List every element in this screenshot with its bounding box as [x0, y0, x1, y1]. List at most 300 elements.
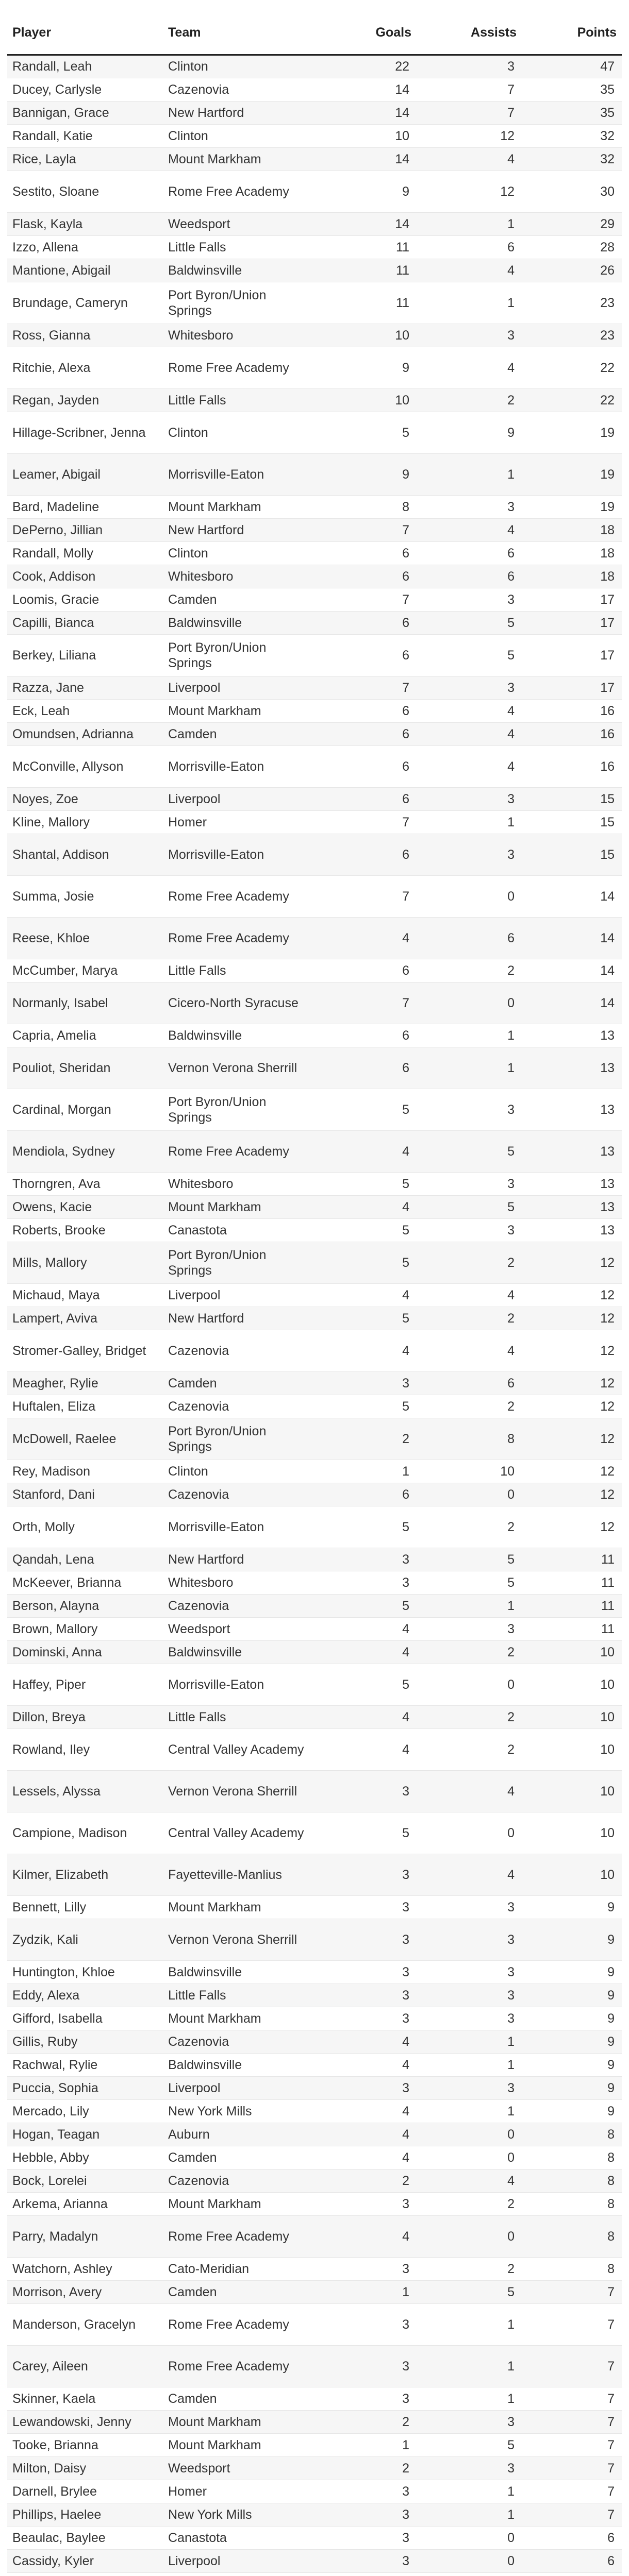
player-cell: Huntington, Khloe [7, 1960, 163, 1984]
team-cell: Central Valley Academy [163, 1728, 309, 1770]
points-cell: 32 [522, 147, 622, 171]
assists-cell: 12 [417, 124, 522, 147]
assists-cell: 9 [417, 412, 522, 453]
assists-cell: 2 [417, 1395, 522, 1418]
table-row [7, 1506, 622, 1548]
assists-cell: 3 [417, 2076, 522, 2099]
player-cell: Berkey, Liliana [7, 634, 163, 676]
player-cell: Reese, Khloe [7, 917, 163, 959]
player-cell: Capria, Amelia [7, 1024, 163, 1047]
points-cell: 8 [522, 2146, 622, 2169]
table-row [7, 2280, 622, 2303]
goals-cell: 6 [309, 722, 417, 745]
table-row [7, 2192, 622, 2215]
table-row [7, 147, 622, 171]
points-cell: 9 [522, 2053, 622, 2076]
points-cell: 30 [522, 171, 622, 212]
assists-cell: 0 [417, 2549, 522, 2572]
table-row [7, 2053, 622, 2076]
points-cell: 7 [522, 2410, 622, 2433]
points-cell: 15 [522, 834, 622, 875]
points-cell: 19 [522, 412, 622, 453]
table-row [7, 1307, 622, 1330]
table-row [7, 1218, 622, 1242]
goals-cell: 3 [309, 1919, 417, 1960]
goals-cell [309, 2572, 417, 2576]
player-cell: Omundsen, Adrianna [7, 722, 163, 745]
table-row [7, 1483, 622, 1506]
table-row [7, 959, 622, 982]
table-row [7, 2572, 622, 2576]
assists-cell: 4 [417, 722, 522, 745]
table-row [7, 982, 622, 1024]
player-cell: Rowland, Iley [7, 1728, 163, 1770]
points-cell: 7 [522, 2433, 622, 2456]
assists-cell: 3 [417, 1895, 522, 1919]
table-row [7, 1371, 622, 1395]
team-cell: Little Falls [163, 235, 309, 259]
points-cell: 7 [522, 2456, 622, 2480]
table-row [7, 2345, 622, 2387]
table-row [7, 1705, 622, 1728]
team-cell: Clinton [163, 124, 309, 147]
team-cell: Camden [163, 2387, 309, 2410]
player-cell: McKeever, Brianna [7, 1571, 163, 1594]
team-cell: Rome Free Academy [163, 917, 309, 959]
assists-cell: 4 [417, 1283, 522, 1307]
team-cell: Rome Free Academy [163, 875, 309, 917]
points-cell: 12 [522, 1283, 622, 1307]
points-cell: 17 [522, 634, 622, 676]
table-row [7, 1854, 622, 1895]
player-cell: Cook, Addison [7, 565, 163, 588]
team-cell: Baldwinsville [163, 259, 309, 282]
points-cell: 12 [522, 1460, 622, 1483]
player-cell: Randall, Leah [7, 55, 163, 78]
goals-cell: 6 [309, 1047, 417, 1089]
table-row [7, 834, 622, 875]
table-row [7, 2387, 622, 2410]
team-cell: New Hartford [163, 1307, 309, 1330]
assists-cell: 4 [417, 2169, 522, 2192]
points-cell: 23 [522, 282, 622, 324]
player-cell: Meagher, Rylie [7, 1371, 163, 1395]
player-cell: McDowell, Raelee [7, 1418, 163, 1460]
points-cell: 8 [522, 2192, 622, 2215]
assists-cell: 2 [417, 2192, 522, 2215]
points-cell: 19 [522, 495, 622, 518]
player-cell: Randall, Katie [7, 124, 163, 147]
assists-cell: 10 [417, 1460, 522, 1483]
player-cell: Ducey, Carlysle [7, 78, 163, 101]
points-cell: 35 [522, 101, 622, 124]
team-cell: Liverpool [163, 2076, 309, 2099]
table-row [7, 171, 622, 212]
player-cell: Regan, Jayden [7, 388, 163, 412]
points-cell: 16 [522, 745, 622, 787]
goals-cell: 3 [309, 2503, 417, 2526]
player-cell [7, 2572, 163, 2576]
table-row [7, 1984, 622, 2007]
team-cell: Whitesboro [163, 324, 309, 347]
points-cell: 9 [522, 1984, 622, 2007]
column-header-assists[interactable]: Assists [417, 11, 522, 55]
table-row [7, 1664, 622, 1705]
team-cell: Whitesboro [163, 1571, 309, 1594]
team-cell: Baldwinsville [163, 2053, 309, 2076]
points-cell: 17 [522, 588, 622, 611]
points-cell: 13 [522, 1218, 622, 1242]
table-row [7, 1548, 622, 1571]
points-cell: 29 [522, 212, 622, 235]
table-row [7, 453, 622, 495]
team-cell: Mount Markham [163, 1895, 309, 1919]
points-cell: 47 [522, 55, 622, 78]
team-cell: Camden [163, 2280, 309, 2303]
player-cell: Roberts, Brooke [7, 1218, 163, 1242]
table-row [7, 124, 622, 147]
player-cell: Ritchie, Alexa [7, 347, 163, 388]
points-cell [522, 2572, 622, 2576]
player-cell: Mercado, Lily [7, 2099, 163, 2123]
assists-cell: 4 [417, 699, 522, 722]
goals-cell: 7 [309, 982, 417, 1024]
points-cell: 12 [522, 1371, 622, 1395]
goals-cell: 6 [309, 634, 417, 676]
table-row [7, 347, 622, 388]
goals-cell: 3 [309, 2345, 417, 2387]
player-cell: Phillips, Haelee [7, 2503, 163, 2526]
player-cell: Shantal, Addison [7, 834, 163, 875]
table-row [7, 55, 622, 78]
player-cell: Hebble, Abby [7, 2146, 163, 2169]
team-cell: Weedsport [163, 2456, 309, 2480]
points-cell: 12 [522, 1307, 622, 1330]
team-cell: Liverpool [163, 676, 309, 699]
assists-cell: 1 [417, 2503, 522, 2526]
player-cell: Dillon, Breya [7, 1705, 163, 1728]
assists-cell: 3 [417, 834, 522, 875]
table-row [7, 810, 622, 834]
goals-cell: 3 [309, 1371, 417, 1395]
points-cell: 11 [522, 1571, 622, 1594]
team-cell: Rome Free Academy [163, 171, 309, 212]
player-cell: Qandah, Lena [7, 1548, 163, 1571]
team-cell: Weedsport [163, 1617, 309, 1640]
goals-cell: 8 [309, 495, 417, 518]
team-cell: New Hartford [163, 1548, 309, 1571]
table-row [7, 1728, 622, 1770]
player-cell: Stanford, Dani [7, 1483, 163, 1506]
goals-cell: 7 [309, 588, 417, 611]
goals-cell: 2 [309, 1418, 417, 1460]
goals-cell: 7 [309, 810, 417, 834]
goals-cell: 3 [309, 2007, 417, 2030]
goals-cell: 6 [309, 541, 417, 565]
assists-cell: 1 [417, 2480, 522, 2503]
player-cell: Sestito, Sloane [7, 171, 163, 212]
team-cell: Whitesboro [163, 1172, 309, 1195]
player-cell: Lewandowski, Jenny [7, 2410, 163, 2433]
points-cell: 11 [522, 1617, 622, 1640]
goals-cell: 5 [309, 1172, 417, 1195]
table-row [7, 1919, 622, 1960]
table-row [7, 1770, 622, 1812]
table-row [7, 2169, 622, 2192]
goals-cell: 2 [309, 2410, 417, 2433]
points-cell: 7 [522, 2503, 622, 2526]
player-cell: Puccia, Sophia [7, 2076, 163, 2099]
assists-cell: 5 [417, 611, 522, 634]
points-cell: 10 [522, 1728, 622, 1770]
team-cell: Canastota [163, 1218, 309, 1242]
table-row [7, 1089, 622, 1130]
team-cell: Vernon Verona Sherrill [163, 1047, 309, 1089]
assists-cell: 5 [417, 1130, 522, 1172]
assists-cell: 1 [417, 1024, 522, 1047]
points-cell: 10 [522, 1640, 622, 1664]
goals-cell: 6 [309, 565, 417, 588]
goals-cell: 4 [309, 917, 417, 959]
assists-cell: 3 [417, 2410, 522, 2433]
table-row [7, 2433, 622, 2456]
points-cell: 18 [522, 541, 622, 565]
team-cell: Clinton [163, 412, 309, 453]
table-row [7, 259, 622, 282]
player-cell: Rey, Madison [7, 1460, 163, 1483]
goals-cell: 3 [309, 1984, 417, 2007]
points-cell: 8 [522, 2215, 622, 2257]
header-row [7, 11, 622, 55]
player-cell: Flask, Kayla [7, 212, 163, 235]
assists-cell: 3 [417, 1617, 522, 1640]
player-cell: McCumber, Marya [7, 959, 163, 982]
points-cell: 12 [522, 1242, 622, 1283]
team-cell: Central Valley Academy [163, 1812, 309, 1854]
goals-cell: 4 [309, 2123, 417, 2146]
table-row [7, 611, 622, 634]
points-cell: 15 [522, 810, 622, 834]
team-cell: Auburn [163, 2123, 309, 2146]
table-row [7, 1571, 622, 1594]
player-cell: Ross, Gianna [7, 324, 163, 347]
team-cell: Cazenovia [163, 2169, 309, 2192]
goals-cell: 3 [309, 1770, 417, 1812]
points-cell: 7 [522, 2280, 622, 2303]
goals-cell: 4 [309, 1617, 417, 1640]
goals-cell: 6 [309, 699, 417, 722]
assists-cell: 1 [417, 810, 522, 834]
player-cell: Tooke, Brianna [7, 2433, 163, 2456]
team-cell: Liverpool [163, 1283, 309, 1307]
player-cell: Izzo, Allena [7, 235, 163, 259]
team-cell: Baldwinsville [163, 1960, 309, 1984]
team-cell: Little Falls [163, 1984, 309, 2007]
player-cell: Beaulac, Baylee [7, 2526, 163, 2549]
column-header-team[interactable]: Team [163, 11, 309, 55]
goals-cell: 14 [309, 78, 417, 101]
team-cell: Rome Free Academy [163, 347, 309, 388]
player-cell: Campione, Madison [7, 1812, 163, 1854]
player-cell: Hillage-Scribner, Jenna [7, 412, 163, 453]
table-row [7, 2123, 622, 2146]
assists-cell: 1 [417, 2030, 522, 2053]
goals-cell: 3 [309, 2480, 417, 2503]
points-cell: 7 [522, 2303, 622, 2345]
team-cell: Little Falls [163, 388, 309, 412]
team-cell: Cato-Meridian [163, 2257, 309, 2280]
points-cell: 13 [522, 1172, 622, 1195]
player-cell: Pouliot, Sheridan [7, 1047, 163, 1089]
player-cell: Eddy, Alexa [7, 1984, 163, 2007]
table-row [7, 518, 622, 541]
points-cell: 13 [522, 1089, 622, 1130]
assists-cell: 8 [417, 1418, 522, 1460]
team-cell: Cazenovia [163, 1483, 309, 1506]
assists-cell: 4 [417, 518, 522, 541]
table-row [7, 787, 622, 810]
player-cell: Gifford, Isabella [7, 2007, 163, 2030]
points-cell: 12 [522, 1418, 622, 1460]
points-cell: 18 [522, 565, 622, 588]
goals-cell: 4 [309, 1728, 417, 1770]
goals-cell: 10 [309, 388, 417, 412]
points-cell: 10 [522, 1770, 622, 1812]
player-cell: Noyes, Zoe [7, 787, 163, 810]
points-cell: 9 [522, 2076, 622, 2099]
table-row [7, 588, 622, 611]
assists-cell: 7 [417, 78, 522, 101]
assists-cell: 2 [417, 1728, 522, 1770]
team-cell: Mount Markham [163, 2433, 309, 2456]
points-cell: 26 [522, 259, 622, 282]
team-cell: Rome Free Academy [163, 2303, 309, 2345]
player-cell: Bannigan, Grace [7, 101, 163, 124]
goals-cell: 1 [309, 2280, 417, 2303]
goals-cell: 14 [309, 147, 417, 171]
player-cell: Arkema, Arianna [7, 2192, 163, 2215]
goals-cell: 2 [309, 2169, 417, 2192]
team-cell: Mount Markham [163, 2192, 309, 2215]
assists-cell: 4 [417, 347, 522, 388]
goals-cell: 3 [309, 2387, 417, 2410]
goals-cell: 5 [309, 1218, 417, 1242]
assists-cell: 1 [417, 212, 522, 235]
goals-cell: 6 [309, 959, 417, 982]
team-cell: Clinton [163, 541, 309, 565]
assists-cell: 4 [417, 147, 522, 171]
goals-cell: 11 [309, 235, 417, 259]
assists-cell: 2 [417, 388, 522, 412]
table-row [7, 324, 622, 347]
table-body [7, 55, 622, 2576]
player-cell: Michaud, Maya [7, 1283, 163, 1307]
goals-cell: 14 [309, 101, 417, 124]
goals-cell: 2 [309, 2456, 417, 2480]
goals-cell: 11 [309, 259, 417, 282]
goals-cell: 3 [309, 1895, 417, 1919]
player-cell: Leamer, Abigail [7, 453, 163, 495]
assists-cell: 6 [417, 541, 522, 565]
player-cell: Huftalen, Eliza [7, 1395, 163, 1418]
goals-cell: 9 [309, 347, 417, 388]
points-cell: 11 [522, 1548, 622, 1571]
table-row [7, 282, 622, 324]
team-cell: Morrisville-Eaton [163, 453, 309, 495]
team-cell: Morrisville-Eaton [163, 834, 309, 875]
team-cell: Cazenovia [163, 1330, 309, 1371]
table-row [7, 1047, 622, 1089]
column-header-points[interactable]: Points [522, 11, 622, 55]
points-cell: 11 [522, 1594, 622, 1617]
team-cell: Mount Markham [163, 495, 309, 518]
team-cell: Cicero-North Syracuse [163, 982, 309, 1024]
assists-cell: 0 [417, 2526, 522, 2549]
table-row [7, 1242, 622, 1283]
column-header-player[interactable]: Player [7, 11, 163, 55]
points-cell: 9 [522, 1960, 622, 1984]
goals-cell: 4 [309, 2053, 417, 2076]
assists-cell: 6 [417, 917, 522, 959]
assists-cell: 2 [417, 1705, 522, 1728]
assists-cell: 5 [417, 634, 522, 676]
table-row [7, 1460, 622, 1483]
player-cell: Eck, Leah [7, 699, 163, 722]
assists-cell: 6 [417, 1371, 522, 1395]
assists-cell: 0 [417, 1664, 522, 1705]
table-row [7, 634, 622, 676]
assists-cell: 3 [417, 1984, 522, 2007]
goals-cell: 4 [309, 2146, 417, 2169]
table-row [7, 2410, 622, 2433]
goals-cell: 1 [309, 2433, 417, 2456]
points-cell: 22 [522, 347, 622, 388]
player-cell: Cassidy, Kyler [7, 2549, 163, 2572]
column-header-goals[interactable]: Goals [309, 11, 417, 55]
team-cell: Camden [163, 588, 309, 611]
points-cell: 10 [522, 1705, 622, 1728]
points-cell: 9 [522, 2007, 622, 2030]
assists-cell: 1 [417, 453, 522, 495]
assists-cell: 3 [417, 588, 522, 611]
team-cell: Camden [163, 2146, 309, 2169]
points-cell: 9 [522, 1895, 622, 1919]
player-cell: Lessels, Alyssa [7, 1770, 163, 1812]
points-cell: 13 [522, 1195, 622, 1218]
table-row [7, 495, 622, 518]
table-row [7, 2030, 622, 2053]
points-cell: 22 [522, 388, 622, 412]
team-cell: Baldwinsville [163, 1640, 309, 1664]
table-row [7, 2146, 622, 2169]
goals-cell: 4 [309, 1640, 417, 1664]
goals-cell: 3 [309, 2303, 417, 2345]
team-cell: Clinton [163, 1460, 309, 1483]
goals-cell: 5 [309, 1089, 417, 1130]
table-row [7, 78, 622, 101]
player-cell: Bennett, Lilly [7, 1895, 163, 1919]
assists-cell: 4 [417, 259, 522, 282]
player-cell: Zydzik, Kali [7, 1919, 163, 1960]
team-cell: Port Byron/Union Springs [163, 282, 309, 324]
goals-cell: 3 [309, 1548, 417, 1571]
table-row [7, 388, 622, 412]
assists-cell: 3 [417, 1089, 522, 1130]
team-cell: Mount Markham [163, 2007, 309, 2030]
assists-cell: 0 [417, 1812, 522, 1854]
goals-cell: 9 [309, 453, 417, 495]
points-cell: 8 [522, 2257, 622, 2280]
